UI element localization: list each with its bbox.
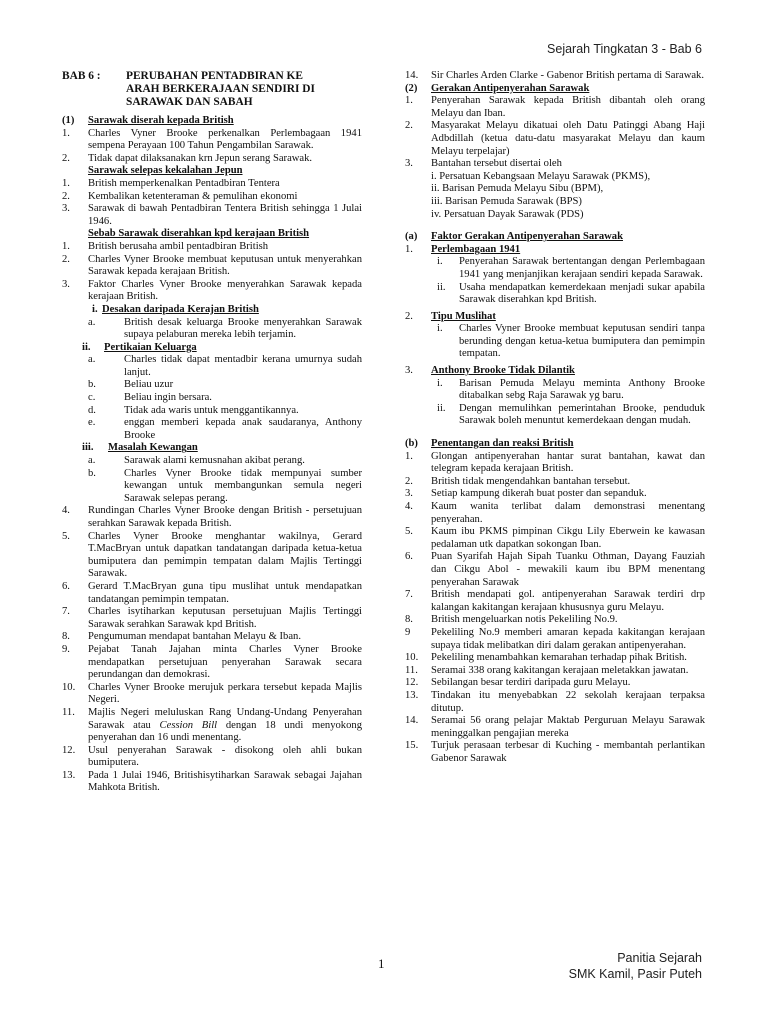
factor-number: iii.: [82, 442, 94, 454]
item-number: 14.: [405, 715, 419, 727]
list-item: [405, 677, 705, 690]
item-number: 1.: [62, 177, 70, 189]
item-letter: a.: [88, 455, 96, 467]
list-item: [62, 644, 362, 682]
item-text: British desak keluarga Brooke menyerahkan Sarawak supaya pelaburan mereka lebih terjamin.: [124, 316, 362, 341]
item-roman: i.: [437, 256, 443, 268]
list-item: [62, 745, 362, 770]
item-text: Puan Syarifah Hajah Sipah Tuanku Othman, Dayang Fauziah dan Cikgu Abol - mewakili kaum ibu BPM menentang penyerahan Sarawak: [431, 551, 705, 588]
item-number: 8.: [405, 614, 413, 626]
list-item: [405, 665, 705, 678]
left-column: [62, 70, 362, 795]
factor-heading: [92, 304, 362, 317]
factor-heading-text: Anthony Brooke Tidak Dilantik: [431, 365, 575, 377]
item-text: Beliau uzur: [124, 379, 174, 391]
list-item: [405, 551, 705, 589]
subheading: Sarawak selepas kekalahan Jepun: [88, 165, 243, 177]
list-item: [62, 707, 362, 745]
list-item: [88, 405, 362, 418]
organisation-item: iii. Barisan Pemuda Sarawak (BPS): [431, 195, 582, 207]
item-number: 15.: [405, 740, 419, 752]
chapter-title-text: [126, 70, 315, 109]
chapter-number: BAB 6 :: [62, 70, 101, 82]
item-text: Masyarakat Melayu dikatuai oleh Datu Patinggi Abang Haji Adbdillah (ketua datu-datu masyarakat Melayu dan kaum Melayu terpelajar): [431, 120, 705, 157]
item-text-part: Majlis Negeri meluluskan Rang Undang-Undang Penyerahan Sarawak atau: [88, 706, 362, 731]
section-number: (a): [405, 231, 418, 243]
chapter-title-line: SARAWAK DAN SABAH: [126, 96, 253, 108]
list-item: [431, 256, 705, 281]
factor-number: 2.: [405, 310, 413, 322]
item-text: Charles Vyner Brooke membuat keputusan untuk menyerahkan Sarawak kepada kerajaan British.: [88, 253, 362, 278]
item-text: Tidak ada waris untuk menggantikannya.: [124, 404, 299, 416]
item-text: Pada 1 Julai 1946, Britishisytiharkan Sarawak sebagai Jajahan Mahkota British.: [88, 769, 362, 794]
list-item: [405, 70, 705, 83]
list-item: [405, 614, 705, 627]
item-number: 6.: [405, 551, 413, 563]
item-number: 10.: [405, 652, 419, 664]
item-text: Tindakan itu menyebabkan 22 sekolah kerajaan terpaksa ditutup.: [431, 689, 705, 714]
item-text: Pejabat Tanah Jajahan minta Charles Vyner Brooke mendapatkan persetujuan penyerahan Sarawak secara perundangan dan demokrasi.: [88, 643, 362, 681]
item-number: 1.: [405, 95, 413, 107]
list-item: [88, 317, 362, 342]
item-text: Sir Charles Arden Clarke - Gabenor British pertama di Sarawak.: [431, 70, 705, 81]
list-item: [88, 468, 362, 506]
chapter-title: [62, 70, 362, 109]
list-item: [62, 631, 362, 644]
item-number: 14.: [405, 70, 419, 81]
section-heading-text: Gerakan Antipenyerahan Sarawak: [431, 82, 590, 94]
page-footer: [569, 950, 702, 982]
list-item: [405, 476, 705, 489]
item-number: 3.: [62, 203, 70, 215]
list-item: [405, 95, 705, 120]
item-text: British mengeluarkan notis Pekeliling No.9.: [431, 614, 618, 626]
item-number: 2.: [62, 253, 70, 265]
item-text: Tidak dapat dilaksanakan krn Jepun serang Sarawak.: [88, 152, 313, 164]
organisation-item: iv. Persatuan Dayak Sarawak (PDS): [431, 208, 584, 220]
item-text: Charles Vyner Brooke perkenalkan Perlembagaan 1941 sempena Perayaan 100 Tahun Pengambilan Sarawak.: [88, 127, 362, 152]
list-item: [405, 526, 705, 551]
item-text: Setiap kampung dikerah buat poster dan sepanduk.: [431, 488, 647, 500]
item-roman: ii.: [437, 281, 446, 293]
item-number: 3.: [62, 278, 70, 290]
section-heading: [405, 438, 705, 451]
factor-heading-text: Pertikaian Keluarga: [104, 341, 197, 353]
factor-number: i.: [92, 303, 98, 315]
organisation-item: i. Persatuan Kebangsaan Melayu Sarawak (PKMS),: [431, 170, 651, 182]
item-text: Pengumuman mendapat bantahan Melayu & Iban.: [88, 631, 301, 643]
item-text: Glongan antipenyerahan hantar surat bantahan, kawat dan telegram kepada kerajaan British.: [431, 450, 705, 475]
section-heading-text: Sarawak diserah kepada British: [88, 115, 234, 126]
list-item: [405, 488, 705, 501]
item-text: Penyerahan Sarawak bertentangan dengan Perlembagaan 1941 yang menjanjikan kerajaan sendiri kepada Sarawak.: [459, 256, 705, 280]
item-text: Gerard T.MacBryan guna tipu muslihat untuk mendapatkan tandatangan pemimpin tempatan.: [88, 580, 362, 605]
item-number: 8.: [62, 631, 70, 643]
list-item: [405, 158, 705, 171]
list-item: [405, 690, 705, 715]
list-item: [62, 153, 362, 166]
section-heading-text: Faktor Gerakan Antipenyerahan Sarawak: [431, 231, 623, 243]
section-number: (1): [62, 115, 75, 126]
section-heading-text: Penentangan dan reaksi British: [431, 438, 574, 450]
list-item: [88, 354, 362, 379]
list-item: [405, 627, 705, 652]
item-text: British memperkenalkan Pentadbiran Tentera: [88, 177, 280, 189]
item-number: 3.: [405, 488, 413, 500]
factor-heading: [405, 244, 705, 257]
item-text: Rundingan Charles Vyner Brooke dengan British - persetujuan serahkan Sarawak kepada British.: [88, 505, 362, 529]
list-item: [62, 203, 362, 228]
item-letter: a.: [88, 354, 96, 366]
item-text: Bantahan tersebut disertai oleh: [431, 158, 562, 170]
factor-heading-text: Desakan daripada Kerajan British: [102, 303, 259, 315]
factor-heading: [405, 365, 705, 378]
item-number: 2.: [62, 190, 70, 202]
item-text: Charles Vyner Brooke merujuk perkara tersebut kepada Majlis Negeri.: [88, 681, 362, 706]
list-item: [88, 392, 362, 405]
factor-heading: [82, 342, 362, 355]
item-text: Charles Vyner Brooke tidak mempunyai sumber kewangan untuk membangunkan semula negeri Sarawak selepas perang.: [124, 467, 362, 504]
item-number: 7.: [62, 606, 70, 618]
item-number: 9.: [62, 643, 70, 655]
factor-number: 3.: [405, 365, 413, 377]
item-number: 10.: [62, 681, 76, 693]
subheading: Sebab Sarawak diserahkan kpd kerajaan British: [88, 228, 310, 240]
item-text: Charles isytiharkan keputusan persetujuan Majlis Tertinggi Sarawak serahkan Sarawak kpd British.: [88, 606, 362, 630]
item-text: Dengan memulihkan pemerintahan Brooke, penduduk Sarawak boleh menuntut kemerdekaan dengan mudah.: [459, 402, 705, 427]
list-item: [431, 323, 705, 361]
factor-heading-text: Masalah Kewangan: [108, 442, 198, 454]
factor-heading-text: Tipu Muslihat: [431, 310, 496, 322]
item-text: Pekeliling menambahkan kemarahan terhadap pihak British.: [431, 652, 687, 664]
list-item: [405, 740, 705, 765]
item-number: 2.: [62, 152, 70, 164]
item-text: Kaum wanita terlibat dalam demonstrasi menentang penyerahan.: [431, 501, 705, 525]
item-text-part: dengan 18 undi menyokong penyerahan dan 16 undi menentang.: [88, 719, 362, 744]
list-item: [62, 531, 362, 581]
list-item: [62, 682, 362, 707]
item-text: Charles Vyner Brooke menghantar wakilnya, Gerard T.MacBryan untuk dapatkan tandatangan daripada ketua-ketua bumiputera dan pemimpin tempatan dalam Majlis Tertinggi Sarawak.: [88, 530, 362, 580]
item-number: 13.: [62, 769, 76, 781]
list-item: [62, 191, 362, 204]
item-text: enggan memberi kepada anak saudaranya, Anthony Brooke: [124, 417, 362, 441]
item-letter: b.: [88, 467, 96, 479]
footer-line: SMK Kamil, Pasir Puteh: [568, 967, 702, 981]
list-item: [62, 128, 362, 153]
item-text: Barisan Pemuda Melayu meminta Anthony Brooke ditabalkan sebg Raja Sarawak yg baru.: [459, 377, 705, 402]
page-header: Sejarah Tingkatan 3 - Bab 6: [547, 42, 702, 56]
list-item: [62, 279, 362, 304]
item-text: Seramai 56 orang pelajar Maktab Perguruan Melayu Sarawak meninggalkan pengajian mereka: [431, 715, 705, 739]
item-roman: i.: [437, 377, 443, 389]
item-letter: e.: [88, 417, 96, 429]
item-number: 5.: [62, 530, 70, 542]
item-text: Penyerahan Sarawak kepada British dibantah oleh orang Melayu dan Iban.: [431, 95, 705, 119]
item-text: Kembalikan ketenteraman & pemulihan ekonomi: [88, 190, 298, 202]
item-number: 12.: [62, 744, 76, 756]
spacer: [405, 428, 705, 434]
item-letter: a.: [88, 316, 96, 328]
list-item: [405, 451, 705, 476]
factor-number: ii.: [82, 341, 91, 353]
item-text: British mendapati gol. antipenyerahan Sarawak terdiri drp kalangan kakitangan kerajaan khususnya guru Melayu.: [431, 589, 705, 613]
item-number: 4.: [405, 501, 413, 512]
list-item: [62, 770, 362, 795]
item-text-emphasis: Cession Bill: [159, 719, 218, 731]
item-roman: i.: [437, 323, 443, 335]
item-number: 13.: [405, 689, 419, 701]
item-text: British berusaha ambil pentadbiran British: [88, 240, 269, 252]
list-item: [62, 505, 362, 530]
factor-heading: [82, 442, 362, 455]
spacer: [405, 221, 705, 227]
item-text: British tidak mengendahkan bantahan tersebut.: [431, 475, 631, 487]
item-text: Beliau ingin bersara.: [124, 392, 212, 404]
item-number: 2.: [405, 475, 413, 487]
item-number: 9: [405, 626, 411, 638]
list-item: [88, 417, 362, 442]
list-item: [62, 178, 362, 191]
item-text: Charles tidak dapat mentadbir kerana umurnya sudah lanjut.: [124, 354, 362, 378]
organisation-item: ii. Barisan Pemuda Melayu Sibu (BPM),: [431, 183, 604, 195]
section-number: (b): [405, 438, 418, 450]
item-text: Pekeliling No.9 memberi amaran kepada kakitangan kerajaan supaya tidak melibatkan diri dalam gerakan antipenyerahan.: [431, 626, 705, 651]
section-heading: [405, 231, 705, 244]
list-item: [62, 254, 362, 279]
footer-line: Panitia Sejarah: [617, 951, 702, 965]
item-text: Seramai 338 orang kakitangan kerajaan meletakkan jawatan.: [431, 664, 689, 676]
section-heading: [62, 115, 362, 128]
page-number: 1: [378, 956, 385, 971]
list-item: [62, 241, 362, 254]
item-text: [88, 707, 362, 745]
item-letter: c.: [88, 392, 96, 404]
section-number: (2): [405, 82, 418, 94]
list-item: [431, 378, 705, 403]
chapter-title-line: ARAH BERKERAJAAN SENDIRI DI: [126, 83, 315, 95]
factor-heading: [405, 311, 705, 324]
item-number: 4.: [62, 505, 70, 517]
item-text: Sebilangan besar terdiri daripada guru Melayu.: [431, 677, 631, 689]
list-item: [405, 589, 705, 614]
item-number: 7.: [405, 589, 413, 601]
item-number: 1.: [62, 127, 70, 139]
right-column: [405, 70, 705, 765]
item-number: 6.: [62, 580, 70, 592]
factor-heading-text: Perlembagaan 1941: [431, 243, 521, 255]
item-letter: b.: [88, 379, 96, 391]
item-text: Turjuk perasaan terbesar di Kuching - membantah perlantikan Gabenor Sarawak: [431, 740, 705, 764]
list-item: [88, 379, 362, 392]
item-letter: d.: [88, 404, 96, 416]
item-number: 12.: [405, 677, 419, 689]
item-text: Usaha mendapatkan kemerdekaan menjadi sukar apabila Sarawak diserahkan kpd British.: [459, 281, 705, 306]
list-item: [62, 581, 362, 606]
item-text: Usul penyerahan Sarawak - disokong oleh ahli bukan bumiputera.: [88, 744, 362, 769]
list-item: [405, 120, 705, 158]
item-number: 1.: [405, 450, 413, 462]
list-item: [62, 606, 362, 631]
section-heading: [405, 83, 705, 96]
factor-number: 1.: [405, 243, 413, 255]
item-number: 11.: [62, 706, 75, 718]
item-number: 2.: [405, 120, 413, 132]
item-number: 5.: [405, 526, 413, 538]
item-number: 3.: [405, 158, 413, 170]
item-roman: ii.: [437, 402, 446, 414]
item-text: Sarawak di bawah Pentadbiran Tentera British sehingga 1 Julai 1946.: [88, 203, 362, 227]
item-number: 1.: [62, 240, 70, 252]
list-item: [431, 403, 705, 428]
list-item: [405, 652, 705, 665]
list-item: [405, 501, 705, 526]
item-number: 11.: [405, 664, 418, 676]
item-text: Kaum ibu PKMS pimpinan Cikgu Lily Eberwein ke kawasan pedalaman utk dapatkan sokongan Iban.: [431, 526, 705, 550]
list-item: [405, 715, 705, 740]
chapter-title-line: PERUBAHAN PENTADBIRAN KE: [126, 70, 303, 82]
item-text: Faktor Charles Vyner Brooke menyerahkan Sarawak kepada kerajaan British.: [88, 278, 362, 303]
item-text: Sarawak alami kemusnahan akibat perang.: [124, 455, 305, 467]
list-item: [431, 282, 705, 307]
list-item: [88, 455, 362, 468]
item-text: Charles Vyner Brooke membuat keputusan sendiri tanpa berunding dengan ketua-ketua bumiputera dan pemimpin tempatan.: [459, 323, 705, 360]
